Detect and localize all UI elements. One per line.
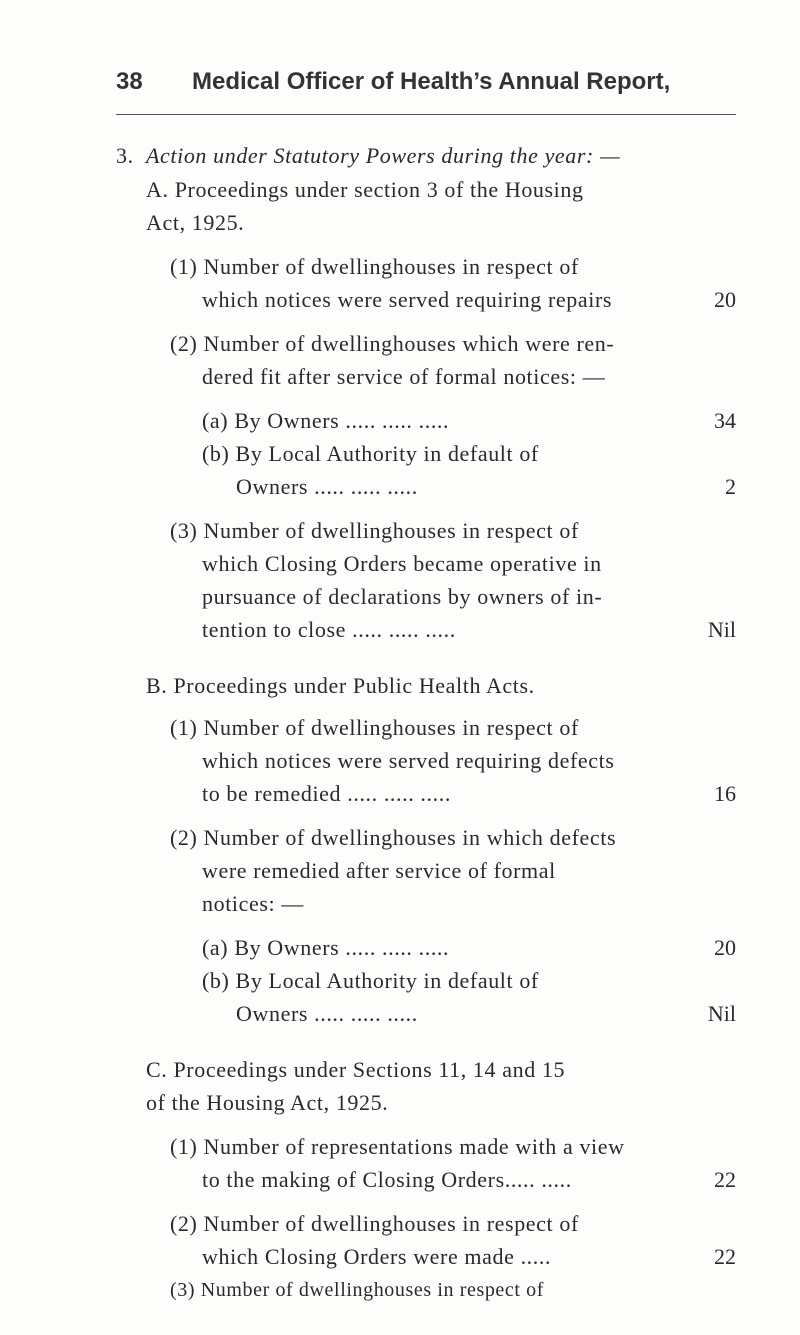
a2a-line: (a) By Owners ..... ..... .....	[202, 408, 450, 433]
b2b-line: (b) By Local Authority in default of	[202, 968, 539, 993]
b2-line: (2) Number of dwellinghouses in which defects	[170, 825, 617, 850]
page-number: 38	[116, 68, 143, 95]
a3-line: which Closing Orders became operative in	[202, 551, 602, 576]
a3-line: (3) Number of dwellinghouses in respect of	[170, 518, 579, 543]
b1-line: which notices were served requiring defects	[202, 748, 615, 773]
a2a-value: 34	[714, 408, 736, 433]
heading-text: Action under Statutory Powers during the year: —	[146, 143, 621, 168]
a1-value: 20	[714, 287, 736, 312]
b2b-line: Owners ..... ..... .....	[236, 1001, 418, 1026]
page-header	[116, 68, 736, 108]
a2b-value: 2	[725, 474, 736, 499]
a1-line: which notices were served requiring repairs	[202, 287, 613, 312]
section-c-intro-cont: of the Housing Act, 1925.	[146, 1090, 389, 1115]
a3-line: tention to close ..... ..... .....	[202, 617, 456, 642]
a2-line: (2) Number of dwellinghouses which were ren-	[170, 331, 615, 356]
b1-line: (1) Number of dwellinghouses in respect of	[170, 715, 579, 740]
c1-value: 22	[714, 1167, 736, 1192]
b2b-value: Nil	[707, 1001, 736, 1026]
a2-line: dered fit after service of formal notices: —	[202, 364, 606, 389]
c2-value: 22	[714, 1244, 736, 1269]
b2-line: were remedied after service of formal	[202, 858, 556, 883]
c2-line: (2) Number of dwellinghouses in respect of	[170, 1211, 579, 1236]
section-b-intro: B. Proceedings under Public Health Acts.	[146, 673, 535, 698]
b1-value: 16	[714, 781, 736, 806]
a3-value: Nil	[707, 617, 736, 642]
a3-line: pursuance of declarations by owners of in-	[202, 584, 603, 609]
section-a-intro-cont: Act, 1925.	[146, 210, 245, 235]
report-title: Medical Officer of Health’s Annual Report,	[192, 68, 671, 95]
header-rule	[116, 114, 736, 115]
section-a-intro: A. Proceedings under section 3 of the Housing	[146, 177, 584, 202]
c3-line: (3) Number of dwellinghouses in respect of	[170, 1279, 544, 1301]
a1-line: (1) Number of dwellinghouses in respect of	[170, 254, 579, 279]
a2b-line: (b) By Local Authority in default of	[202, 441, 539, 466]
b2a-line: (a) By Owners ..... ..... .....	[202, 935, 450, 960]
c1-line: (1) Number of representations made with a view	[170, 1134, 625, 1159]
b2-line: notices: —	[202, 891, 304, 916]
c2-line: which Closing Orders were made .....	[202, 1244, 552, 1269]
b1-line: to be remedied ..... ..... .....	[202, 781, 451, 806]
heading-number: 3.	[116, 143, 134, 168]
b2a-value: 20	[714, 935, 736, 960]
a2b-line: Owners ..... ..... .....	[236, 474, 418, 499]
section-c-intro: C. Proceedings under Sections 11, 14 and 15	[146, 1057, 566, 1082]
c1-line: to the making of Closing Orders..... .....	[202, 1167, 572, 1192]
